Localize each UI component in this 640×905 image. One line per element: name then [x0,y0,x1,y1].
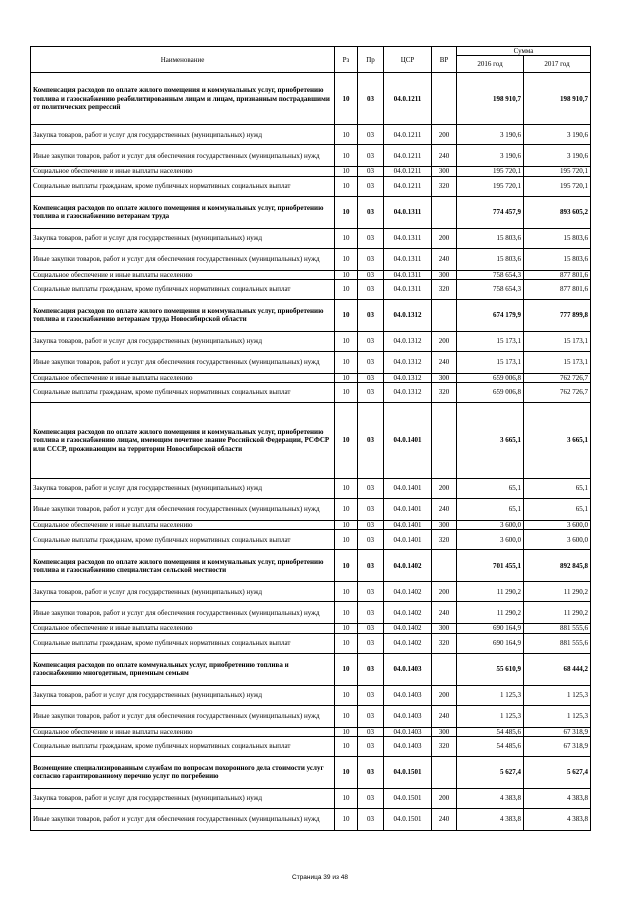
cell-pr: 03 [358,479,384,499]
cell-rz: 10 [335,351,358,373]
cell-v2016: 195 720,1 [457,176,524,196]
cell-v2016: 3 665,1 [457,403,524,479]
cell-v2016: 701 455,1 [457,550,524,582]
header-csr: ЦСР [384,47,432,73]
cell-rz: 10 [335,248,358,270]
cell-vr: 320 [432,530,457,550]
cell-rz: 10 [335,145,358,167]
header-name: Наименование [31,47,335,73]
cell-rz: 10 [335,270,358,279]
cell-name: Компенсация расходов по оплате жилого помещения и коммунальных услуг, приобретению топлива и газоснабжению ветеранам труда [31,196,335,228]
cell-name: Социальное обеспечение и иные выплаты населению [31,167,335,176]
cell-csr: 04.0.1211 [384,73,432,125]
cell-v2017: 762 726,7 [524,383,591,403]
cell-csr: 04.0.1312 [384,373,432,382]
cell-vr: 200 [432,228,457,248]
cell-vr: 240 [432,248,457,270]
cell-v2017: 65,1 [524,479,591,499]
cell-csr: 04.0.1402 [384,633,432,653]
cell-v2016: 15 803,6 [457,228,524,248]
cell-v2016: 54 485,6 [457,736,524,756]
cell-name: Закупка товаров, работ и услуг для государственных (муниципальных) нужд [31,228,335,248]
cell-rz: 10 [335,808,358,830]
cell-pr: 03 [358,521,384,530]
cell-pr: 03 [358,383,384,403]
cell-v2016: 54 485,6 [457,727,524,736]
cell-name: Социальные выплаты гражданам, кроме публичных нормативных социальных выплат [31,530,335,550]
table-row [31,633,591,653]
cell-name: Закупка товаров, работ и услуг для государственных (муниципальных) нужд [31,479,335,499]
cell-rz: 10 [335,727,358,736]
cell-rz: 10 [335,383,358,403]
cell-name: Закупка товаров, работ и услуг для государственных (муниципальных) нужд [31,685,335,705]
cell-v2017: 198 910,7 [524,73,591,125]
cell-name: Компенсация расходов по оплате жилого помещения и коммунальных услуг, приобретению топлива и газоснабжению специалистам сельской местности [31,550,335,582]
table-row [31,228,591,248]
cell-vr: 300 [432,373,457,382]
cell-v2016: 758 654,3 [457,279,524,299]
cell-rz: 10 [335,633,358,653]
cell-pr: 03 [358,499,384,521]
cell-pr: 03 [358,530,384,550]
table-row [31,808,591,830]
cell-rz: 10 [335,624,358,633]
cell-v2016: 3 600,0 [457,521,524,530]
cell-pr: 03 [358,196,384,228]
cell-vr: 300 [432,727,457,736]
cell-v2017: 881 555,6 [524,624,591,633]
cell-v2016: 15 173,1 [457,331,524,351]
table-row [31,176,591,196]
cell-vr: 240 [432,705,457,727]
cell-pr: 03 [358,176,384,196]
table-group-row [31,299,591,331]
cell-csr: 04.0.1403 [384,685,432,705]
cell-rz: 10 [335,756,358,788]
cell-csr: 04.0.1501 [384,756,432,788]
cell-name: Социальное обеспечение и иные выплаты населению [31,373,335,382]
cell-pr: 03 [358,228,384,248]
cell-pr: 03 [358,299,384,331]
cell-v2016: 774 457,9 [457,196,524,228]
table-row [31,373,591,382]
cell-vr: 240 [432,145,457,167]
cell-rz: 10 [335,521,358,530]
table-row [31,479,591,499]
cell-v2017: 5 627,4 [524,756,591,788]
cell-vr [432,550,457,582]
cell-name: Компенсация расходов по оплате коммунальных услуг, приобретению топлива и газоснабжению многодетным, приемным семьям [31,653,335,685]
cell-v2016: 15 173,1 [457,351,524,373]
cell-pr: 03 [358,167,384,176]
cell-vr: 300 [432,521,457,530]
cell-name: Возмещение специализированным службам по вопросам похоронного дела стоимости услуг согласно гарантированному перечню услуг по погребению [31,756,335,788]
cell-v2017: 877 801,6 [524,270,591,279]
cell-name: Иные закупки товаров, работ и услуг для обеспечения государственных (муниципальных) нужд [31,351,335,373]
cell-v2016: 659 006,8 [457,383,524,403]
cell-rz: 10 [335,499,358,521]
cell-v2016: 195 720,1 [457,167,524,176]
table-row [31,499,591,521]
cell-vr [432,299,457,331]
cell-vr: 320 [432,633,457,653]
header-sum: Сумма [457,47,591,56]
table-row [31,248,591,270]
cell-rz: 10 [335,685,358,705]
table-row [31,582,591,602]
cell-pr: 03 [358,550,384,582]
cell-v2017: 4 383,8 [524,808,591,830]
cell-v2016: 4 383,8 [457,808,524,830]
cell-rz: 10 [335,602,358,624]
cell-pr: 03 [358,633,384,653]
cell-pr: 03 [358,727,384,736]
cell-rz: 10 [335,73,358,125]
cell-pr: 03 [358,736,384,756]
cell-pr: 03 [358,351,384,373]
cell-csr: 04.0.1401 [384,403,432,479]
cell-v2017: 881 555,6 [524,633,591,653]
cell-name: Иные закупки товаров, работ и услуг для обеспечения государственных (муниципальных) нужд [31,808,335,830]
cell-v2017: 4 383,8 [524,788,591,808]
cell-v2017: 762 726,7 [524,373,591,382]
cell-v2017: 68 444,2 [524,653,591,685]
cell-rz: 10 [335,299,358,331]
cell-name: Закупка товаров, работ и услуг для государственных (муниципальных) нужд [31,125,335,145]
cell-vr: 320 [432,383,457,403]
cell-name: Социальные выплаты гражданам, кроме публичных нормативных социальных выплат [31,279,335,299]
header-pr: Пр [358,47,384,73]
cell-v2016: 690 164,9 [457,633,524,653]
cell-name: Закупка товаров, работ и услуг для государственных (муниципальных) нужд [31,788,335,808]
cell-vr [432,653,457,685]
cell-csr: 04.0.1311 [384,279,432,299]
cell-pr: 03 [358,756,384,788]
cell-csr: 04.0.1402 [384,550,432,582]
table-group-row [31,403,591,479]
cell-csr: 04.0.1403 [384,727,432,736]
cell-rz: 10 [335,582,358,602]
cell-v2017: 67 318,9 [524,727,591,736]
cell-csr: 04.0.1402 [384,624,432,633]
cell-v2016: 1 125,3 [457,685,524,705]
cell-pr: 03 [358,145,384,167]
cell-rz: 10 [335,279,358,299]
cell-v2017: 195 720,1 [524,176,591,196]
cell-rz: 10 [335,196,358,228]
table-row [31,331,591,351]
cell-name: Иные закупки товаров, работ и услуг для обеспечения государственных (муниципальных) нужд [31,602,335,624]
cell-vr [432,403,457,479]
table-row [31,705,591,727]
cell-v2016: 4 383,8 [457,788,524,808]
cell-csr: 04.0.1402 [384,602,432,624]
cell-v2017: 67 318,9 [524,736,591,756]
header-2017: 2017 год [524,56,591,73]
cell-pr: 03 [358,788,384,808]
cell-vr: 300 [432,167,457,176]
cell-csr: 04.0.1401 [384,530,432,550]
table-row [31,167,591,176]
cell-csr: 04.0.1501 [384,808,432,830]
cell-rz: 10 [335,331,358,351]
cell-csr: 04.0.1401 [384,479,432,499]
table-row [31,530,591,550]
cell-rz: 10 [335,479,358,499]
cell-v2017: 3 600,0 [524,530,591,550]
cell-pr: 03 [358,624,384,633]
cell-vr: 200 [432,685,457,705]
table-group-row [31,653,591,685]
cell-v2017: 1 125,3 [524,705,591,727]
table-row [31,521,591,530]
cell-v2016: 65,1 [457,479,524,499]
cell-name: Иные закупки товаров, работ и услуг для обеспечения государственных (муниципальных) нужд [31,705,335,727]
table-row [31,736,591,756]
cell-csr: 04.0.1312 [384,383,432,403]
cell-vr [432,756,457,788]
cell-v2016: 5 627,4 [457,756,524,788]
cell-name: Компенсация расходов по оплате жилого помещения и коммунальных услуг, приобретению топлива и газоснабжению лицам, имеющим почетное звание Российской Федерации, РСФСР или СССР, проживающим на территории Новосибирской области [31,403,335,479]
cell-csr: 04.0.1311 [384,196,432,228]
cell-csr: 04.0.1211 [384,145,432,167]
cell-name: Закупка товаров, работ и услуг для государственных (муниципальных) нужд [31,331,335,351]
cell-vr: 300 [432,624,457,633]
cell-pr: 03 [358,270,384,279]
table-row [31,383,591,403]
cell-vr: 240 [432,602,457,624]
table-group-row [31,196,591,228]
cell-v2016: 15 803,6 [457,248,524,270]
cell-rz: 10 [335,550,358,582]
table-row [31,270,591,279]
page-footer: Страница 39 из 48 [292,874,348,881]
cell-name: Иные закупки товаров, работ и услуг для обеспечения государственных (муниципальных) нужд [31,145,335,167]
cell-v2017: 11 290,2 [524,582,591,602]
cell-v2017: 3 190,6 [524,145,591,167]
cell-rz: 10 [335,530,358,550]
cell-v2016: 690 164,9 [457,624,524,633]
table-row [31,351,591,373]
cell-vr: 200 [432,582,457,602]
cell-v2016: 65,1 [457,499,524,521]
cell-v2016: 3 190,6 [457,145,524,167]
cell-v2017: 195 720,1 [524,167,591,176]
cell-name: Социальное обеспечение и иные выплаты населению [31,521,335,530]
cell-csr: 04.0.1501 [384,788,432,808]
cell-v2017: 11 290,2 [524,602,591,624]
cell-v2016: 11 290,2 [457,602,524,624]
table-row [31,125,591,145]
cell-name: Компенсация расходов по оплате жилого помещения и коммунальных услуг, приобретению топлива и газоснабжению реабилитированным лицам и лицам, признанным пострадавшими от политических репрессий [31,73,335,125]
cell-v2016: 198 910,7 [457,73,524,125]
cell-pr: 03 [358,73,384,125]
cell-v2017: 15 173,1 [524,351,591,373]
cell-rz: 10 [335,125,358,145]
cell-vr: 200 [432,125,457,145]
cell-pr: 03 [358,373,384,382]
cell-name: Социальное обеспечение и иные выплаты населению [31,270,335,279]
cell-rz: 10 [335,228,358,248]
cell-csr: 04.0.1403 [384,705,432,727]
cell-csr: 04.0.1403 [384,653,432,685]
cell-vr [432,196,457,228]
cell-vr [432,73,457,125]
cell-v2016: 3 190,6 [457,125,524,145]
table-row [31,788,591,808]
cell-v2017: 3 190,6 [524,125,591,145]
cell-rz: 10 [335,403,358,479]
cell-v2017: 15 803,6 [524,228,591,248]
cell-vr: 200 [432,788,457,808]
cell-rz: 10 [335,653,358,685]
cell-csr: 04.0.1402 [384,582,432,602]
cell-v2017: 65,1 [524,499,591,521]
cell-v2017: 15 803,6 [524,248,591,270]
cell-pr: 03 [358,602,384,624]
header-rz: Рз [335,47,358,73]
cell-v2017: 877 801,6 [524,279,591,299]
cell-vr: 320 [432,736,457,756]
cell-v2017: 3 600,0 [524,521,591,530]
cell-csr: 04.0.1401 [384,499,432,521]
table-group-row [31,73,591,125]
cell-v2016: 674 179,9 [457,299,524,331]
cell-csr: 04.0.1311 [384,248,432,270]
cell-vr: 300 [432,270,457,279]
cell-v2017: 777 899,8 [524,299,591,331]
cell-csr: 04.0.1403 [384,736,432,756]
cell-csr: 04.0.1211 [384,167,432,176]
cell-name: Иные закупки товаров, работ и услуг для обеспечения государственных (муниципальных) нужд [31,248,335,270]
cell-name: Социальное обеспечение и иные выплаты населению [31,727,335,736]
cell-vr: 200 [432,331,457,351]
cell-rz: 10 [335,736,358,756]
cell-name: Социальные выплаты гражданам, кроме публичных нормативных социальных выплат [31,176,335,196]
cell-name: Социальные выплаты гражданам, кроме публичных нормативных социальных выплат [31,633,335,653]
cell-v2017: 3 665,1 [524,403,591,479]
header-2016: 2016 год [457,56,524,73]
cell-pr: 03 [358,248,384,270]
cell-vr: 320 [432,279,457,299]
table-body [31,73,591,831]
cell-csr: 04.0.1312 [384,351,432,373]
cell-csr: 04.0.1211 [384,125,432,145]
cell-v2016: 3 600,0 [457,530,524,550]
cell-csr: 04.0.1312 [384,299,432,331]
cell-csr: 04.0.1312 [384,331,432,351]
cell-pr: 03 [358,582,384,602]
table-group-row [31,550,591,582]
cell-csr: 04.0.1311 [384,270,432,279]
cell-v2016: 659 006,8 [457,373,524,382]
table-row [31,279,591,299]
cell-pr: 03 [358,279,384,299]
cell-v2017: 1 125,3 [524,685,591,705]
cell-pr: 03 [358,705,384,727]
cell-v2016: 55 610,9 [457,653,524,685]
header-vr: ВР [432,47,457,73]
cell-rz: 10 [335,373,358,382]
cell-v2016: 1 125,3 [457,705,524,727]
cell-name: Иные закупки товаров, работ и услуг для обеспечения государственных (муниципальных) нужд [31,499,335,521]
table-row [31,624,591,633]
cell-vr: 200 [432,479,457,499]
table-row [31,685,591,705]
cell-pr: 03 [358,331,384,351]
table-row [31,602,591,624]
budget-table [30,46,591,831]
cell-pr: 03 [358,125,384,145]
cell-vr: 240 [432,499,457,521]
cell-csr: 04.0.1311 [384,228,432,248]
cell-rz: 10 [335,176,358,196]
cell-v2017: 893 605,2 [524,196,591,228]
cell-vr: 240 [432,351,457,373]
cell-rz: 10 [335,167,358,176]
cell-csr: 04.0.1401 [384,521,432,530]
cell-vr: 320 [432,176,457,196]
cell-name: Компенсация расходов по оплате жилого помещения и коммунальных услуг, приобретению топлива и газоснабжению ветеранам труда Новосибирской области [31,299,335,331]
cell-pr: 03 [358,808,384,830]
cell-name: Социальное обеспечение и иные выплаты населению [31,624,335,633]
table-row [31,727,591,736]
cell-pr: 03 [358,653,384,685]
cell-name: Социальные выплаты гражданам, кроме публичных нормативных социальных выплат [31,383,335,403]
cell-name: Социальные выплаты гражданам, кроме публичных нормативных социальных выплат [31,736,335,756]
cell-csr: 04.0.1211 [384,176,432,196]
cell-rz: 10 [335,705,358,727]
cell-v2017: 15 173,1 [524,331,591,351]
cell-v2016: 11 290,2 [457,582,524,602]
cell-v2016: 758 654,3 [457,270,524,279]
cell-pr: 03 [358,403,384,479]
table-group-row [31,756,591,788]
cell-v2017: 892 845,8 [524,550,591,582]
cell-rz: 10 [335,788,358,808]
cell-name: Закупка товаров, работ и услуг для государственных (муниципальных) нужд [31,582,335,602]
cell-pr: 03 [358,685,384,705]
table-row [31,145,591,167]
cell-vr: 240 [432,808,457,830]
